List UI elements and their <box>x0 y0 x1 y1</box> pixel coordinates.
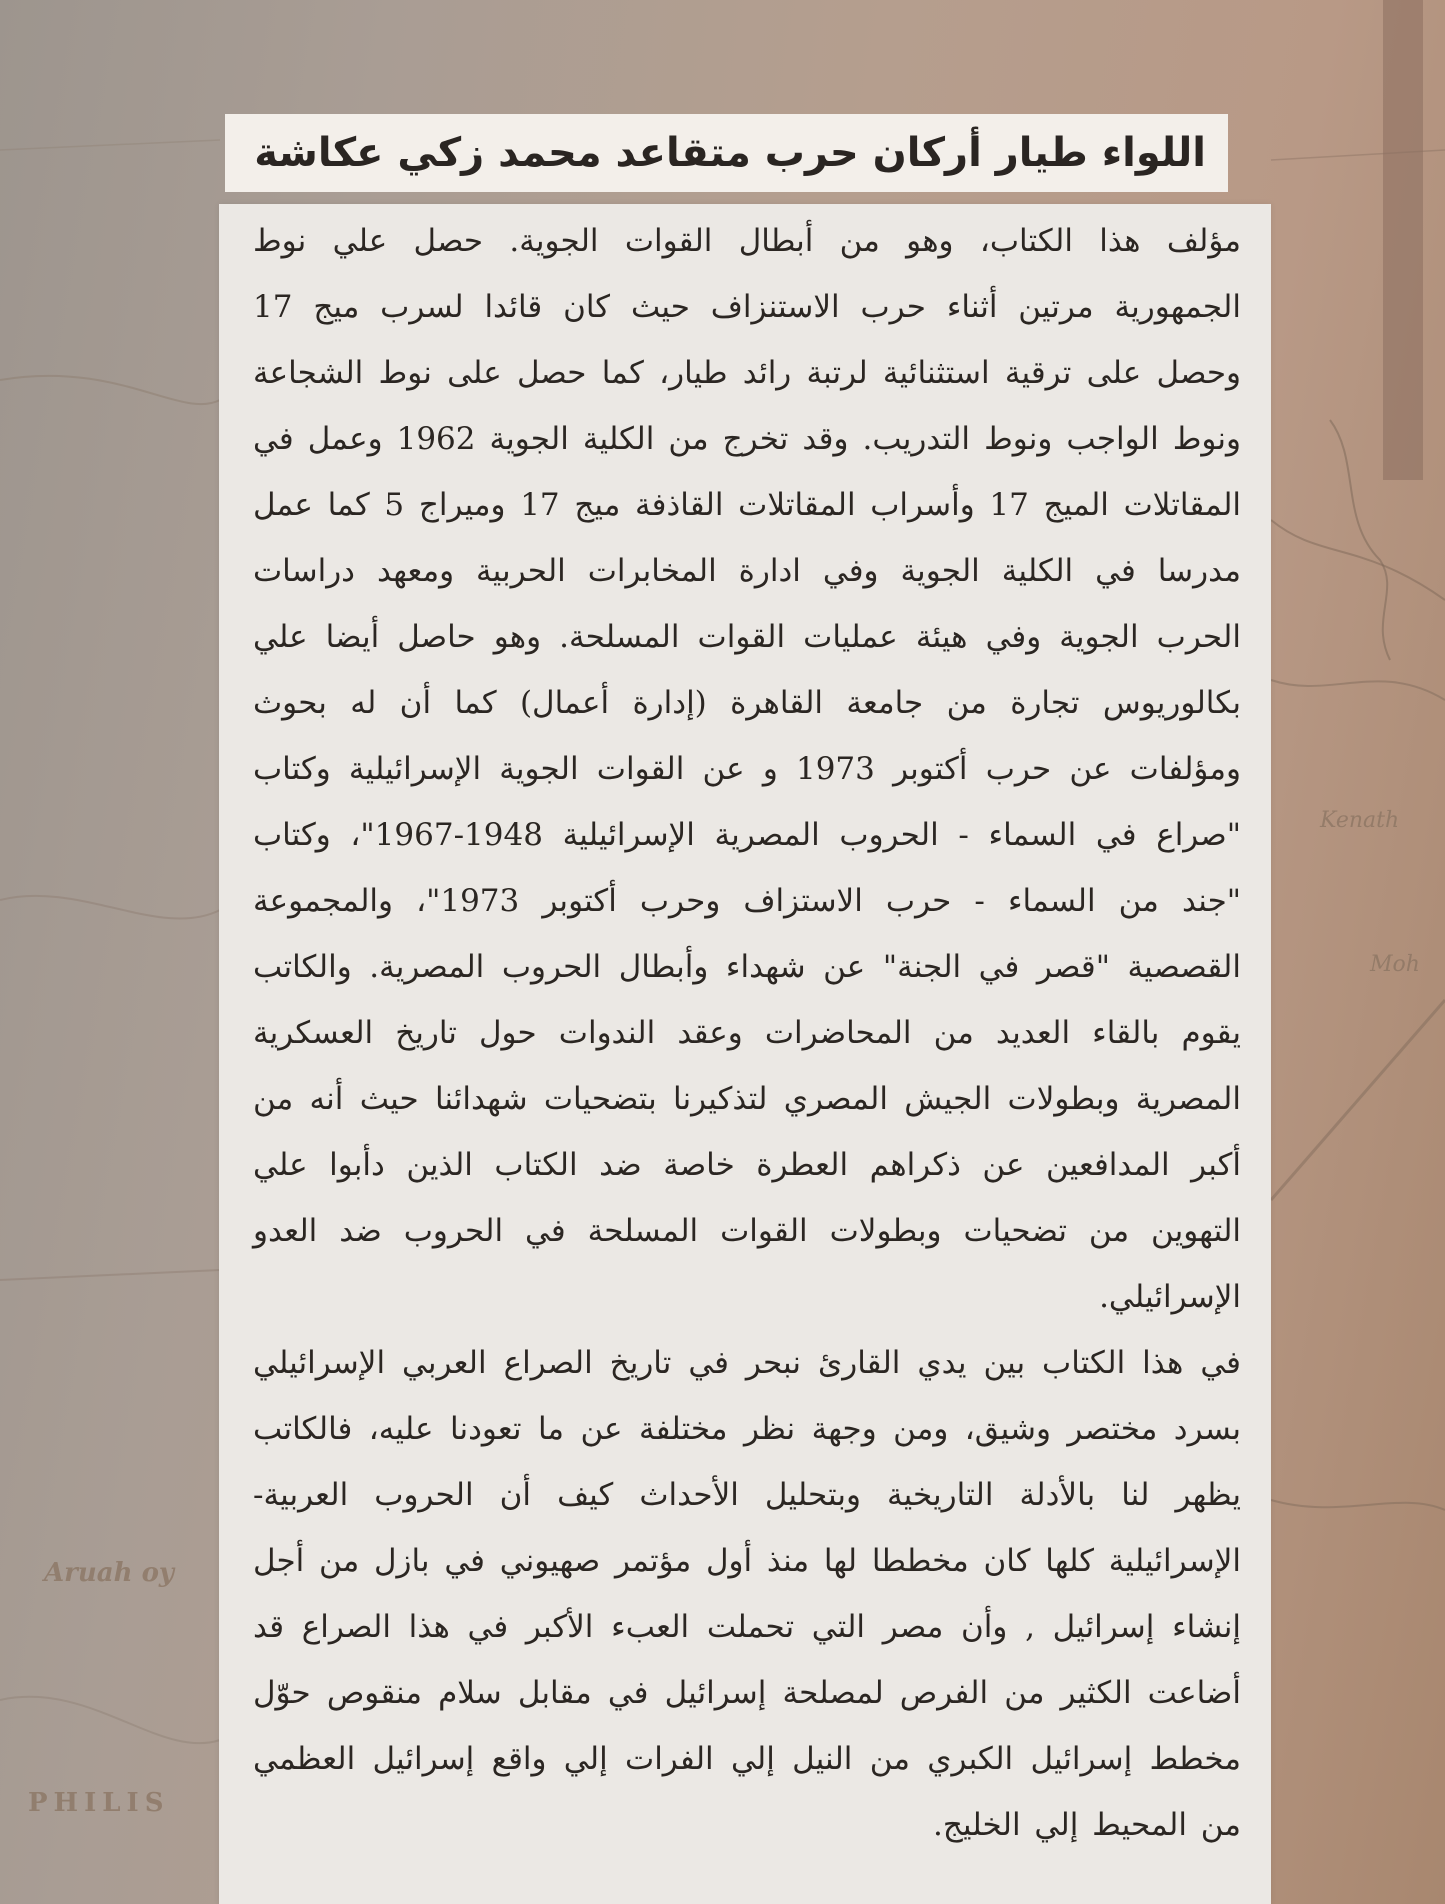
author-title-box <box>225 114 1228 192</box>
body-text <box>219 204 1271 1858</box>
map-label-moh: Moh <box>1370 952 1420 977</box>
paragraph-book-summary: في هذا الكتاب بين يدي القارئ نبحر في تاريخ الصراع العربي الإسرائيلي بسرد مختصر وشيق، ومن وجهة نظر مختلفة عن ما تعودنا عليه، فالكاتب يظهر لنا بالأدلة التاريخية وبتحليل الأحداث كيف أن الحروب العربية-الإسرائيلية كلها كان مخططا لها منذ أول مؤتمر صهيوني في بازل من أجل إنشاء إسرائيل , وأن مصر التي تحملت العبء الأكبر في هذا الصراع قد أضاعت الكثير من الفرص لمصلحة إسرائيل في مقابل سلام منقوص حوّل مخطط إسرائيل الكبري من النيل إلي الفرات إلي واقع إسرائيل العظمي من المحيط إلي الخليج. <box>253 1345 1241 1843</box>
paragraph-author-bio: مؤلف هذا الكتاب، وهو من أبطال القوات الجوية. حصل علي نوط الجمهورية مرتين أثناء حرب الاستنزاف حيث كان قائدا لسرب ميج 17 وحصل على ترقية استثنائية لرتبة رائد طيار، كما حصل على نوط الشجاعة ونوط الواجب ونوط التدريب. وقد تخرج من الكلية الجوية 1962 وعمل في المقاتلات الميج 17 وأسراب المقاتلات القاذفة ميج 17 وميراج 5 كما عمل مدرسا في الكلية الجوية وفي ادارة المخابرات الحربية ومعهد دراسات الحرب الجوية وفي هيئة عمليات القوات المسلحة. وهو حاصل أيضا علي بكالوريوس تجارة من جامعة القاهرة (إدارة أعمال) كما أن له بحوث ومؤلفات عن حرب أكتوبر 1973 و عن القوات الجوية الإسرائيلية وكتاب "صراع في السماء - الحروب المصرية الإسرائيلية 1948-1967"، وكتاب "جند من السماء - حرب الاستزاف وحرب أكتوبر 1973"، والمجموعة القصصية "قصر في الجنة" عن شهداء وأبطال الحروب المصرية. والكاتب يقوم بالقاء العديد من المحاضرات وعقد الندوات حول تاريخ العسكرية المصرية وبطولات الجيش المصري لتذكيرنا بتضحيات شهدائنا حيث أنه من أكبر المدافعين عن ذكراهم العطرة خاصة ضد الكتاب الذين دأبوا علي التهوين من تضحيات وبطولات القوات المسلحة في الحروب ضد العدو الإسرائيلي. <box>253 223 1242 1315</box>
author-title: اللواء طيار أركان حرب متقاعد محمد زكي عكاشة <box>254 130 1206 176</box>
text-panel <box>219 204 1271 1904</box>
map-label-kenath: Kenath <box>1320 808 1400 833</box>
map-label-aruah: Aruah oy <box>44 1558 175 1588</box>
decorative-band <box>1383 0 1423 480</box>
map-label-philis: PHILIS <box>28 1788 170 1818</box>
